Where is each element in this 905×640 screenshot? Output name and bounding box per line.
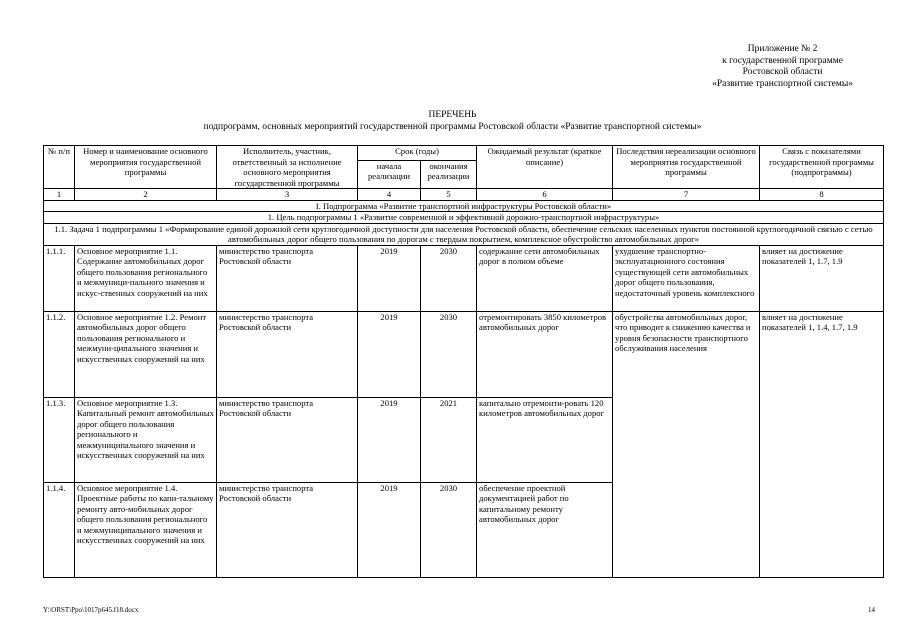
row-num: 1.1.4. [44,482,75,577]
col-header-start: начала реализации [358,160,421,188]
appendix-line: к государственной программе [722,55,843,66]
row-num: 1.1.1. [44,245,75,311]
column-number: 2 [75,189,217,201]
row-name: Основное мероприятие 1.2. Ремонт автомобильных дорог общего пользования регионального и межмуни-ципального значения и искусственных сооружений на них [75,311,217,397]
table-row [44,245,884,311]
row-name: Основное мероприятие 1.4. Проектные работы по капи-тальному ремонту авто-мобильных дорог общего пользования регионального и межмуниципального значения и искусственных сооружений на них [75,482,217,577]
row-end: 2030 [421,311,477,397]
row-link: влияет на достижение показателей 1, 1.4, 1.7, 1.9 [760,311,884,577]
title-sub: подпрограмм, основных мероприятий государственной программы Ростовской области «Развитие транспортной системы» [203,121,702,132]
title-main: ПЕРЕЧЕНЬ [428,110,477,120]
appendix-header [712,44,853,90]
col-header-executor: Исполнитель, участник, ответственный за исполнение основного мероприятия государственной программы [217,146,358,189]
row-executor: министерство транспорта Ростовской области [217,397,358,482]
file-path-footer: Y:\ORST\Ppo\1017p645.f18.docx [43,606,139,614]
column-number: 5 [421,189,477,201]
col-header-link: Связь с показателями государственной программы (подпрограммы) [760,146,884,189]
row-result: содержание сети автомобильных дорог в полном объеме [477,245,613,311]
row-end: 2030 [421,482,477,577]
task-heading: 1.1. Задача 1 подпрограммы 1 «Формирование единой дорожной сети круглогодичной доступности для населения Ростовской области, обеспечение сельских населенных пунктов постоянной круглогодичной связью с сетью автомобильных дорог общего пользования по дорогам с твердым покрытием, комплексное обустройство автомобильных дорог» [44,223,884,245]
col-header-consequences: Последствия нереализации основного мероприятия государственной программы [613,146,760,189]
row-result: обеспечение проектной документацией работ по капитальному ремонту автомобильных дорог [477,482,613,577]
column-number: 7 [613,189,760,201]
column-number: 6 [477,189,613,201]
subprogram-heading: I. Подпрограмма «Развитие транспортной инфраструктуры Ростовской области» [44,200,884,212]
column-number-row [44,189,884,201]
row-executor: министерство транспорта Ростовской области [217,482,358,577]
appendix-line: «Развитие транспортной системы» [712,78,853,89]
row-start: 2019 [358,311,421,397]
table-row [44,311,884,397]
section-row [44,212,884,224]
row-num: 1.1.2. [44,311,75,397]
col-header-name: Номер и наименование основного мероприятия государственной программы [75,146,217,189]
row-executor: министерство транспорта Ростовской области [217,311,358,397]
row-start: 2019 [358,397,421,482]
col-header-end: окончания реализации [421,160,477,188]
row-result: капитально отремонти-ровать 120 километров автомобильных дорог [477,397,613,482]
page-number: 14 [868,606,875,614]
row-consequences: ухудшение транспортно-эксплуатационного состояния существующей сети автомобильных дорог общего пользования, недостаточный уровень комплексного [613,245,760,311]
document-title [0,110,905,133]
row-end: 2021 [421,397,477,482]
row-consequences: обустройства автомобильных дорог, что приводит к снижению качества и уровня безопасности транспортного обслуживания населения [613,311,760,577]
appendix-line: Ростовской области [742,67,823,77]
row-executor: министерство транспорта Ростовской области [217,245,358,311]
col-header-result: Ожидаемый результат (краткое описание) [477,146,613,189]
row-result: отремонтировать 3850 километров автомобильных дорог [477,311,613,397]
header-row [44,146,884,161]
row-start: 2019 [358,245,421,311]
row-end: 2030 [421,245,477,311]
row-num: 1.1.3. [44,397,75,482]
column-number: 1 [44,189,75,201]
col-header-term: Срок (годы) [358,146,477,161]
appendix-line: Приложение № 2 [747,44,818,54]
row-link: влияет на достижение показателей 1, 1.7, 1.9 [760,245,884,311]
row-name: Основное мероприятие 1.1. Содержание автомобильных дорог общего пользования регионального и межмуници-пального значения и искус-ственных сооружений на них [75,245,217,311]
column-number: 8 [760,189,884,201]
column-number: 4 [358,189,421,201]
goal-heading: 1. Цель подпрограммы 1 «Развитие современной и эффективной дорожно-транспортной инфраструктуры» [44,212,884,224]
measures-table [43,145,884,578]
row-name: Основное мероприятие 1.3. Капитальный ремонт автомобильных дорог общего пользования регионального и межмуниципального значения и искусственных сооружений на них [75,397,217,482]
section-row [44,223,884,245]
column-number: 3 [217,189,358,201]
section-row [44,200,884,212]
col-header-num: № п/п [44,146,75,189]
row-start: 2019 [358,482,421,577]
